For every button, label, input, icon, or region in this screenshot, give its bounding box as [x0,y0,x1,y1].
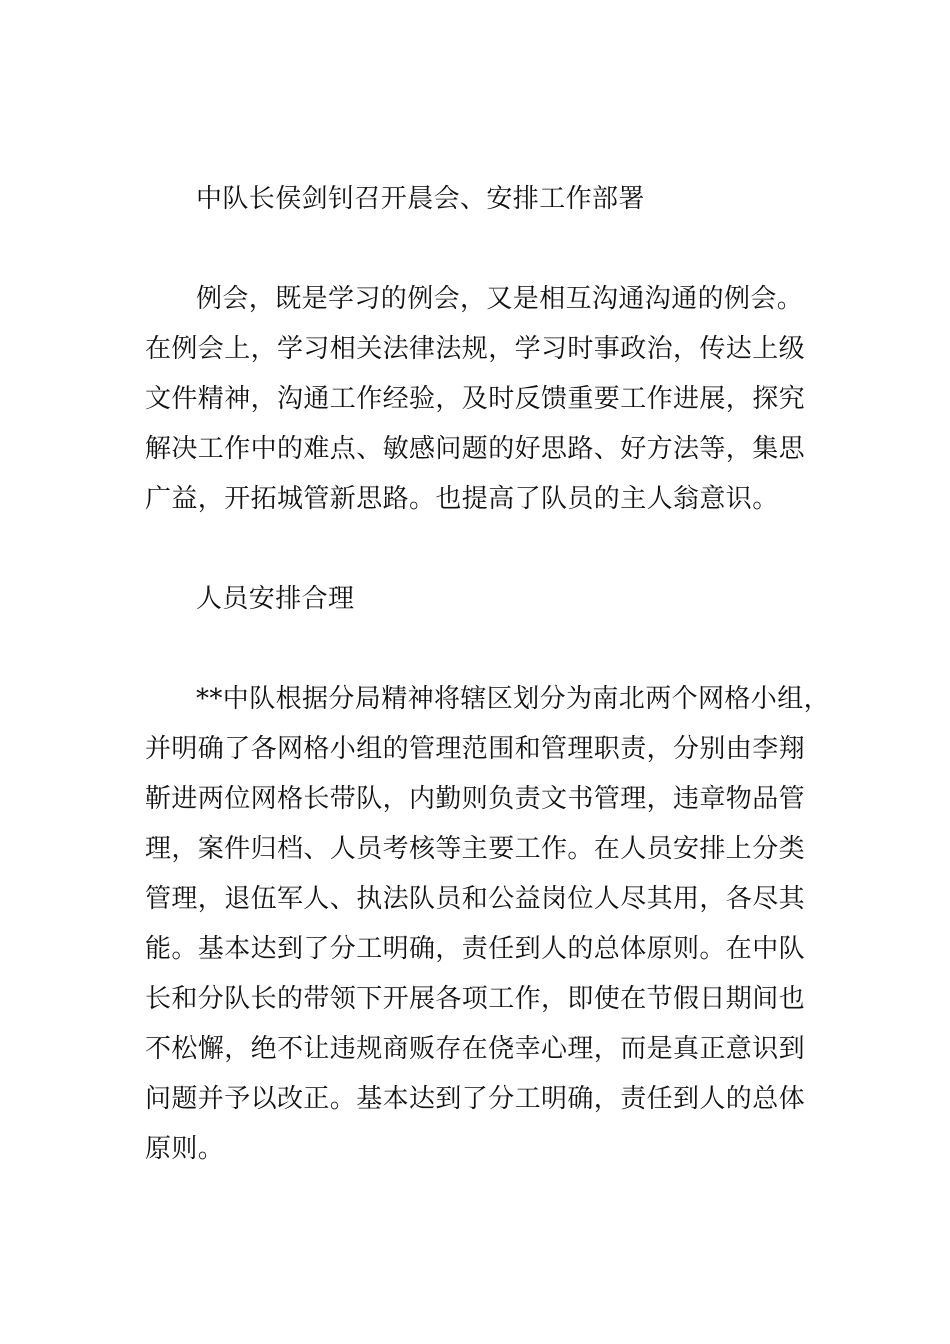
paragraph-line: 靳进两位网格长带队，内勤则负责文书管理，违章物品管 [145,784,806,814]
paragraph-line: 原则。 [145,1134,225,1164]
paragraph-line: 管理，退伍军人、执法队员和公益岗位人尽其用，各尽其 [145,884,806,914]
paragraph-line: 不松懈，绝不让违规商贩存在侥幸心理，而是真正意识到 [145,1034,806,1064]
paragraph-line: 广益，开拓城管新思路。也提高了队员的主人翁意识。 [145,484,779,514]
paragraph-line: 长和分队长的带领下开展各项工作，即使在节假日期间也 [145,984,806,1014]
paragraph-line: 文件精神，沟通工作经验，及时反馈重要工作进展，探究 [145,384,806,414]
paragraph-line: 问题并予以改正。基本达到了分工明确，责任到人的总体 [145,1084,806,1114]
paragraph-line: 例会，既是学习的例会，又是相互沟通沟通的例会。 [196,284,804,314]
paragraph-line: 能。基本达到了分工明确，责任到人的总体原则。在中队 [145,934,806,964]
paragraph-line: 在例会上，学习相关法律法规，学习时事政治，传达上级 [145,334,806,364]
paragraph-line: **中队根据分局精神将辖区划分为南北两个网格小组， [196,684,831,714]
section-heading-staffing: 人员安排合理 [196,584,355,614]
paragraph-line: 并明确了各网格小组的管理范围和管理职责，分别由李翔 [145,734,806,764]
paragraph-line: 解决工作中的难点、敏感问题的好思路、好方法等，集思 [145,434,806,464]
paragraph-line: 理，案件归档、人员考核等主要工作。在人员安排上分类 [145,834,806,864]
section-heading-morning-meeting: 中队长侯剑钊召开晨会、安排工作部署 [196,184,645,214]
